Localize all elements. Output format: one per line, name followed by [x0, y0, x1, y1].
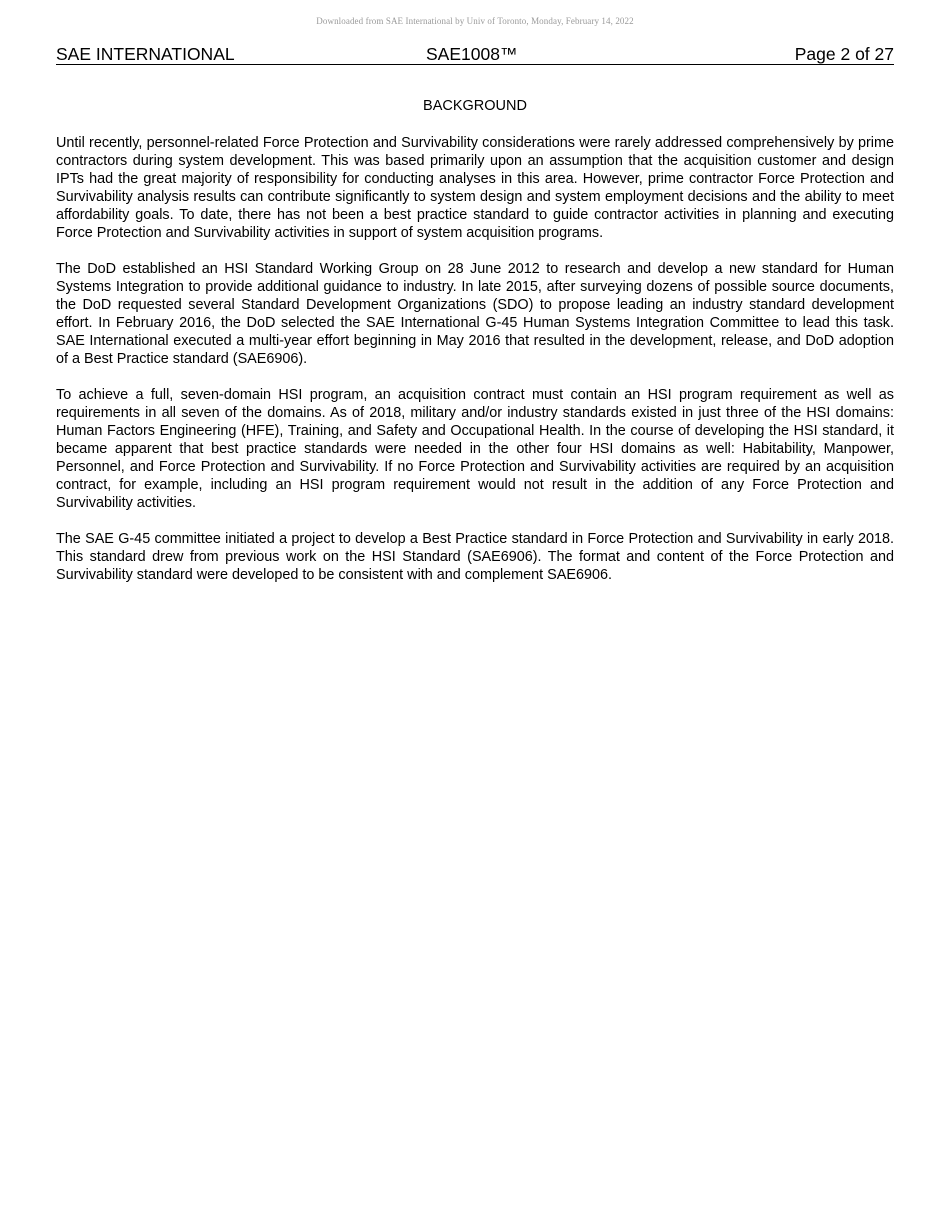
- page-header: [56, 44, 894, 65]
- header-organization: SAE INTERNATIONAL: [56, 44, 235, 64]
- paragraph: The SAE G-45 committee initiated a project to develop a Best Practice standard in Force Protection and Survivability in early 2018. This standard drew from previous work on the HSI Standard (SAE6906). The format and content of the Force Protection and Survivability standard were developed to be consistent with and complement SAE6906.: [56, 531, 894, 583]
- header-page-number: Page 2 of 27: [794, 44, 894, 64]
- paragraph: To achieve a full, seven-domain HSI program, an acquisition contract must contain an HSI program requirement as well as requirements in all seven of the domains. As of 2018, military and/or industry standards existed in just three of the HSI domains: Human Factors Engineering (HFE), Training, and Safety and Occupational Health. In the course of developing the HSI standard, it became apparent that best practice standards were needed in the other four HSI domains as well: Habitability, Manpower, Personnel, and Force Protection and Survivability. If no Force Protection and Survivability activities are required by an acquisition contract, for example, including an HSI program requirement would not result in the addition of any Force Protection and Survivability activities.: [56, 387, 894, 511]
- document-body: [56, 134, 894, 602]
- section-title: BACKGROUND: [423, 98, 527, 114]
- header-document-number: SAE1008™: [426, 44, 518, 64]
- paragraph: Until recently, personnel-related Force Protection and Survivability considerations were rarely addressed comprehensively by prime contractors during system development. This was based primarily upon an assumption that the acquisition customer and design IPTs had the great majority of responsibility for conducting analyses in this area. However, prime contractor Force Protection and Survivability analysis results can contribute significantly to system design and system employment decisions and the ability to meet affordability goals. To date, there has not been a best practice standard to guide contractor activities in planning and executing Force Protection and Survivability activities in support of system acquisition programs.: [56, 135, 894, 241]
- download-watermark: Downloaded from SAE International by Univ of Toronto, Monday, February 14, 2022: [316, 16, 634, 26]
- paragraph: The DoD established an HSI Standard Working Group on 28 June 2012 to research and develop a new standard for Human Systems Integration to provide additional guidance to industry. In late 2015, after surveying dozens of possible source documents, the DoD requested several Standard Development Organizations (SDO) to propose leading an industry standard development effort. In February 2016, the DoD selected the SAE International G-45 Human Systems Integration Committee to lead this task. SAE International executed a multi-year effort beginning in May 2016 that resulted in the development, release, and DoD adoption of a Best Practice standard (SAE6906).: [56, 261, 894, 367]
